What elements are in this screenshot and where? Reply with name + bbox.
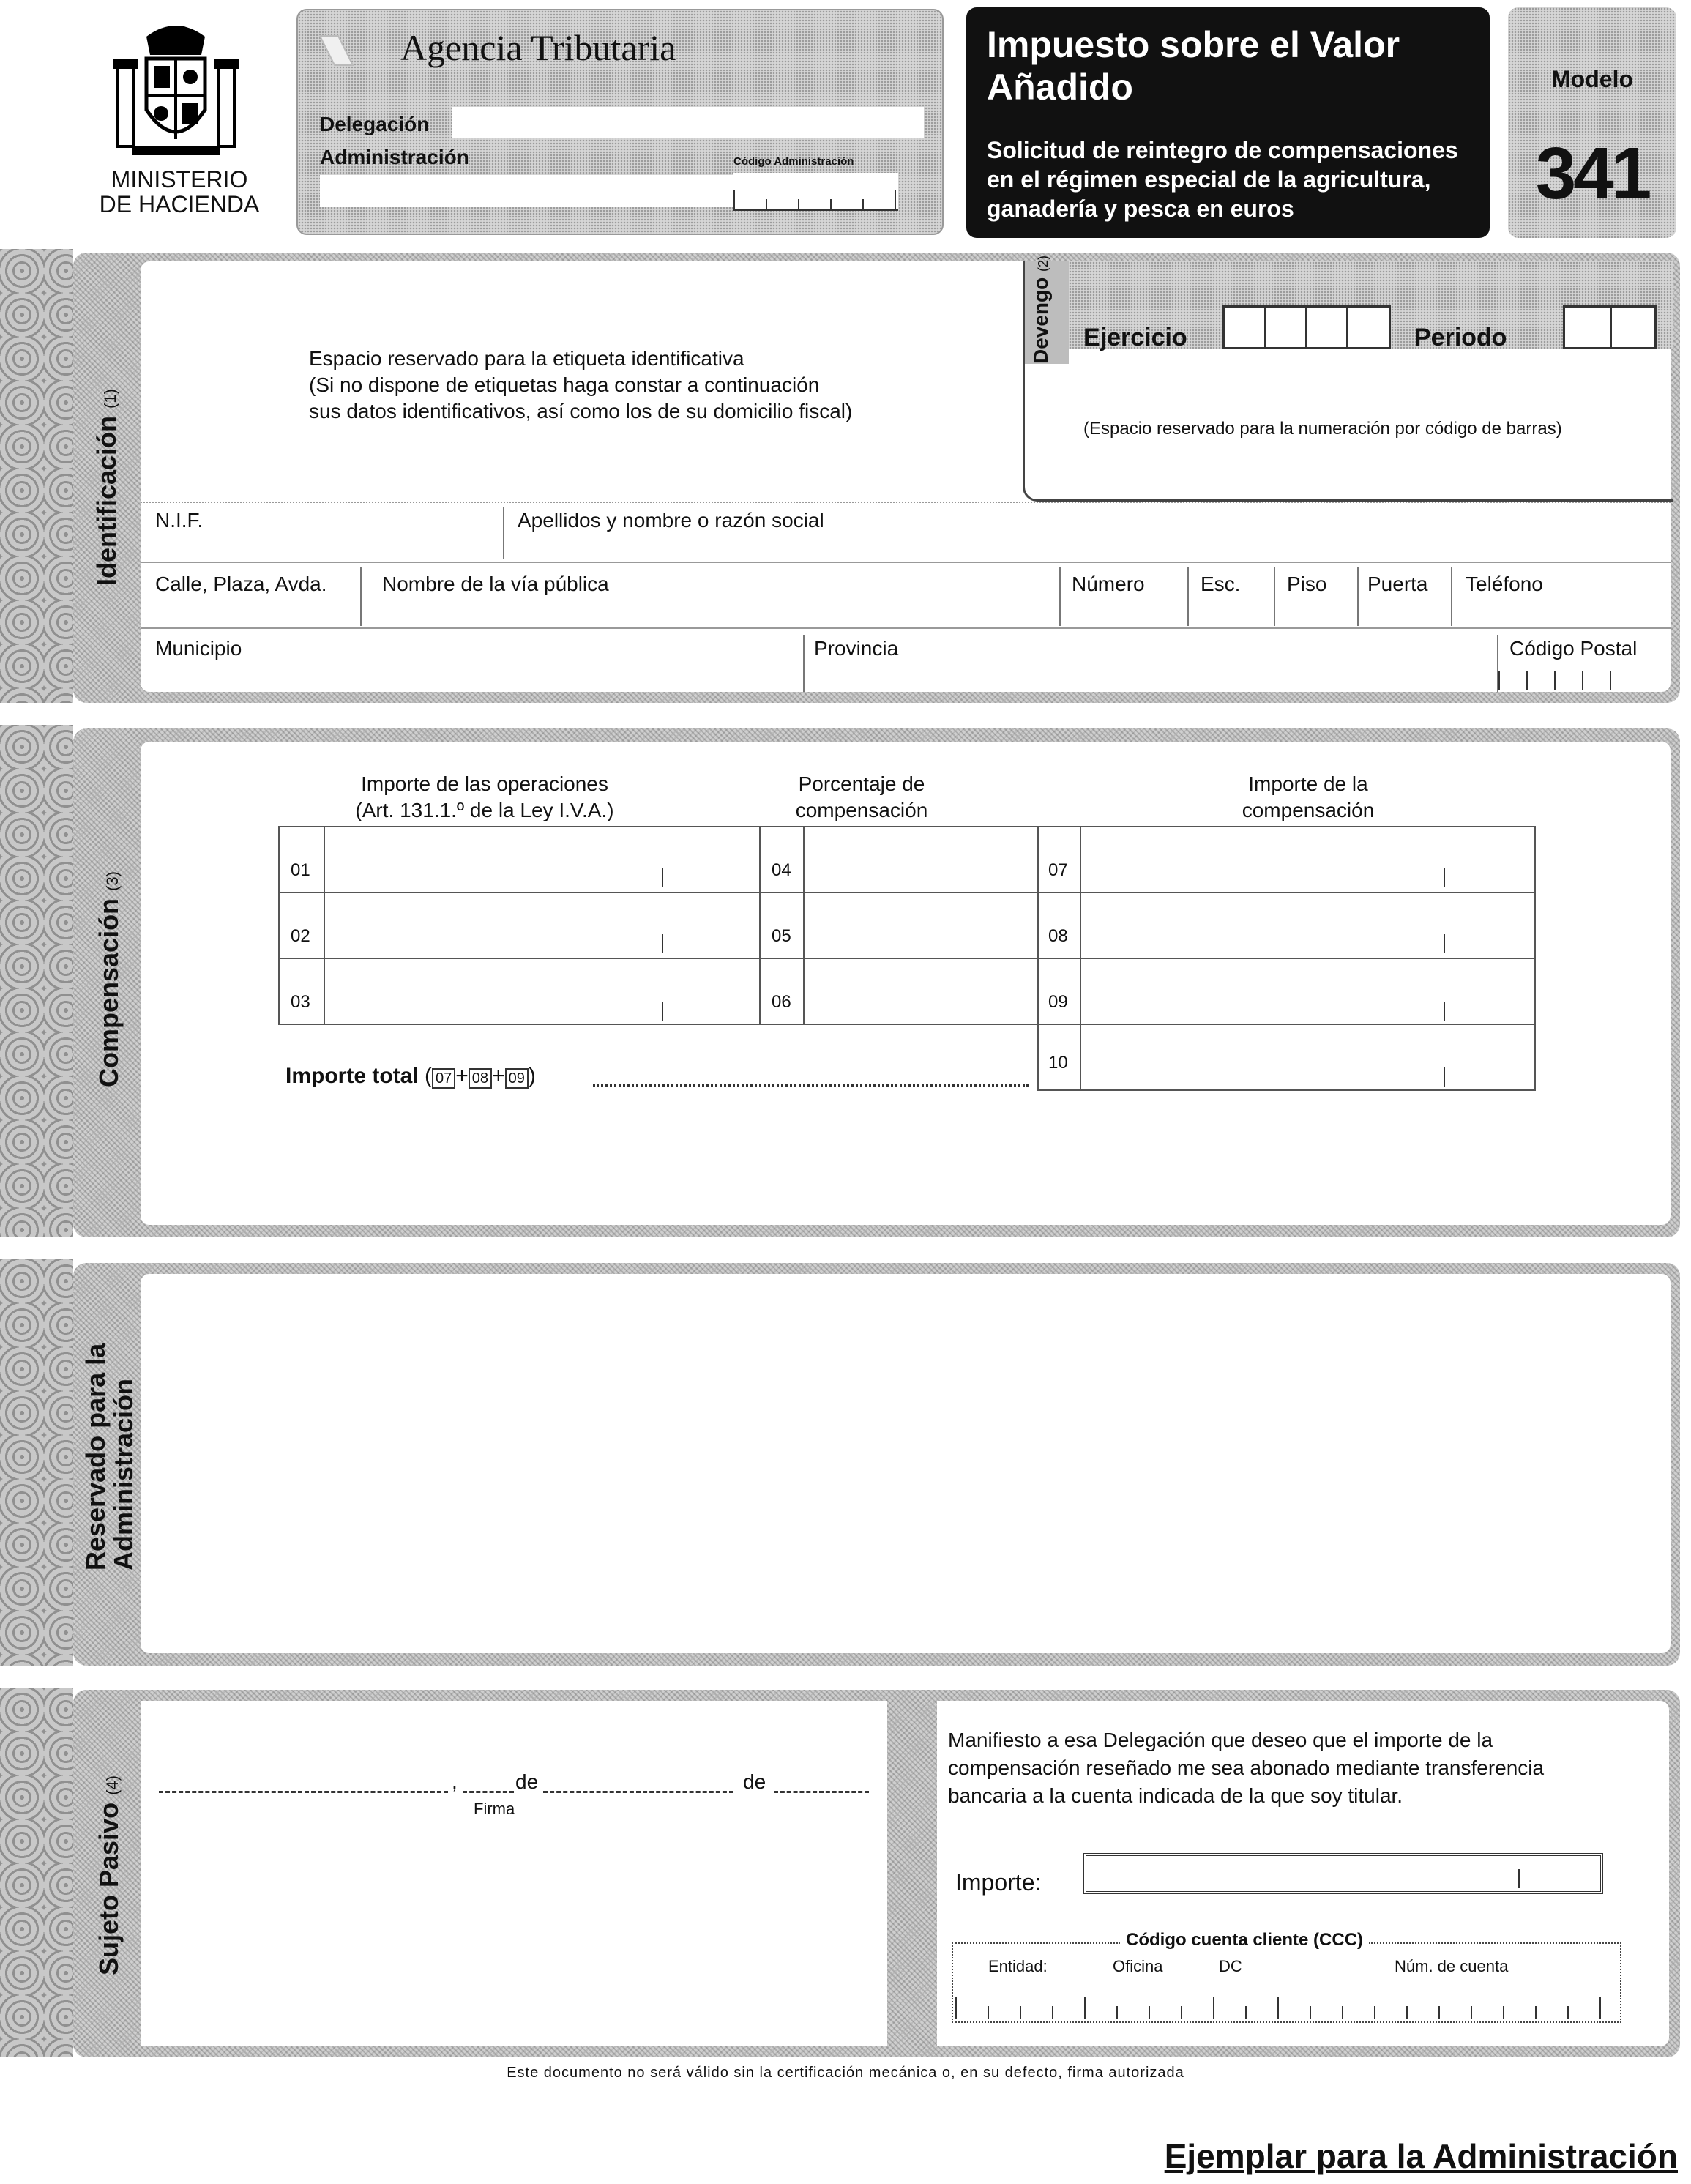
compensacion-side-strip (0, 725, 73, 1237)
entidad-label: Entidad: (988, 1957, 1048, 1975)
ref-07: 07 (432, 1068, 455, 1089)
reservado-side-label: Reservado para la Administración (81, 1343, 138, 1570)
reservado-section (73, 1263, 1680, 1666)
month-dotted-line[interactable] (543, 1791, 733, 1793)
oficina-label: Oficina (1113, 1957, 1163, 1975)
label-space-text: Espacio reservado para la etiqueta identificativa (Si no dispone de etiquetas haga constar a continuación sus datos identificativos, así como los de su domicilio fiscal) (309, 347, 853, 422)
codigo-administracion-field[interactable] (733, 173, 898, 211)
administracion-label: Administración (320, 146, 469, 168)
code-10: 10 (1048, 1053, 1068, 1073)
ministry-logo (102, 15, 249, 161)
provincia-field[interactable] (805, 629, 1493, 692)
modelo-number: 341 (1535, 133, 1649, 215)
ref-08: 08 (469, 1068, 492, 1089)
identificacion-panel (141, 255, 1671, 692)
devengo-block (1023, 255, 1673, 502)
agency-box (296, 9, 944, 235)
dc-label: DC (1219, 1957, 1242, 1975)
transfer-panel (937, 1701, 1669, 2046)
code-06: 06 (772, 992, 791, 1012)
puerta-label: Puerta (1367, 573, 1428, 595)
de-label-1: de (515, 1770, 539, 1793)
reservado-panel[interactable] (141, 1274, 1671, 1653)
nif-field[interactable] (141, 503, 503, 560)
code-09: 09 (1048, 992, 1068, 1012)
esc-label: Esc. (1201, 573, 1241, 595)
codigo-postal-label: Código Postal (1509, 637, 1638, 660)
compensacion-panel (141, 742, 1671, 1225)
barcode-text: (Espacio reservado para la numeración por código de barras) (1083, 419, 1562, 439)
agency-name: Agencia Tributaria (400, 27, 676, 68)
delegacion-field[interactable] (452, 107, 924, 138)
ejercicio-field[interactable] (1222, 305, 1391, 349)
administracion-field[interactable] (320, 175, 744, 207)
total-label: Importe total (285, 1064, 419, 1088)
ccc-label: Código cuenta cliente (CCC) (1120, 1930, 1369, 1950)
manifiesto-text: Manifiesto a esa Delegación que deseo que el importe de la compensación reseñado me sea abonado mediante transferencia bancaria a la cuenta indicada de la que soy titular. (948, 1729, 1545, 1807)
ccc-field[interactable] (955, 1990, 1618, 2019)
code-04: 04 (772, 860, 791, 880)
field-10[interactable] (1081, 1025, 1534, 1089)
calle-label: Calle, Plaza, Avda. (155, 573, 327, 595)
code-05: 05 (772, 926, 791, 946)
telefono-label: Teléfono (1466, 573, 1543, 595)
importe-label: Importe: (955, 1869, 1042, 1896)
identificacion-side-label: Identificación (1) (92, 389, 122, 586)
ejemplar-label: Ejemplar para la Administración (1164, 2137, 1678, 2175)
field-04[interactable] (805, 827, 1036, 890)
field-01[interactable] (325, 827, 758, 890)
codigo-postal-field[interactable] (1498, 663, 1638, 690)
total-label-row: Importe total ( 07 + 08 + 09 ) (285, 1064, 536, 1088)
ejercicio-label: Ejercicio (1083, 324, 1187, 351)
nombre-field[interactable] (504, 503, 1671, 560)
municipio-field[interactable] (141, 629, 803, 692)
ref-09: 09 (505, 1068, 529, 1089)
identificacion-side-strip (0, 249, 73, 703)
importe-field[interactable] (1083, 1853, 1603, 1894)
sujeto-side-strip (0, 1688, 73, 2057)
code-08: 08 (1048, 926, 1068, 946)
field-05[interactable] (805, 893, 1036, 956)
compensacion-side-label: Compensación (3) (94, 871, 124, 1087)
title-main: Impuesto sobre el Valor Añadido (987, 24, 1400, 108)
periodo-field[interactable] (1563, 305, 1657, 349)
coat-of-arms-icon (102, 15, 249, 161)
periodo-label: Periodo (1414, 324, 1507, 351)
identificacion-section (73, 253, 1680, 703)
year-dotted-line[interactable] (774, 1791, 869, 1793)
field-07[interactable] (1081, 827, 1534, 890)
field-03[interactable] (325, 959, 758, 1024)
devengo-label: Devengo (2) (1029, 255, 1052, 364)
compensacion-section (73, 728, 1680, 1237)
field-09[interactable] (1081, 959, 1534, 1024)
validity-note: Este documento no será válido sin la certificación mecánica o, en su defecto, firma autorizada (507, 2065, 1184, 2081)
municipio-label: Municipio (155, 637, 242, 660)
code-02: 02 (291, 926, 310, 946)
provincia-label: Provincia (814, 637, 899, 660)
code-07: 07 (1048, 860, 1068, 880)
field-06[interactable] (805, 959, 1036, 1024)
modelo-box (1508, 7, 1676, 238)
title-sub: Solicitud de reintegro de compensaciones en el régimen especial de la agricultura, ganadería y pesca en euros (987, 137, 1458, 222)
ministry-name: MINISTERIO DE HACIENDA (99, 166, 260, 217)
field-02[interactable] (325, 893, 758, 956)
de-label-2: de (743, 1770, 766, 1793)
col2-header: Porcentaje de compensación (795, 772, 928, 821)
col3-header: Importe de la compensación (1242, 772, 1375, 821)
sujeto-side-label: Sujeto Pasivo (4) (94, 1775, 124, 1975)
numero-label: Número (1072, 573, 1145, 595)
signature-area[interactable] (159, 1833, 869, 2038)
place-dotted-line[interactable] (159, 1791, 448, 1793)
reservado-side-strip (0, 1259, 73, 1666)
code-01: 01 (291, 860, 310, 880)
delegacion-label: Delegación (320, 113, 430, 135)
signature-panel: , de de Firma (141, 1701, 887, 2046)
total-leader-dots (593, 1084, 1029, 1087)
agency-logo-icon (313, 29, 357, 72)
firma-label: Firma (474, 1800, 515, 1818)
field-08[interactable] (1081, 893, 1534, 956)
nif-label: N.I.F. (155, 509, 204, 532)
code-03: 03 (291, 992, 310, 1012)
via-label: Nombre de la vía pública (382, 573, 609, 595)
day-dotted-line[interactable] (463, 1791, 514, 1793)
title-box (966, 7, 1490, 238)
sujeto-section (73, 1690, 1680, 2057)
col1-header: Importe de las operaciones (Art. 131.1.º de la Ley I.V.A.) (355, 772, 614, 821)
modelo-label: Modelo (1551, 66, 1633, 92)
cuenta-label: Núm. de cuenta (1395, 1957, 1509, 1975)
piso-label: Piso (1287, 573, 1327, 595)
nombre-label: Apellidos y nombre o razón social (518, 509, 824, 532)
codigo-administracion-label: Código Administración (733, 155, 854, 168)
